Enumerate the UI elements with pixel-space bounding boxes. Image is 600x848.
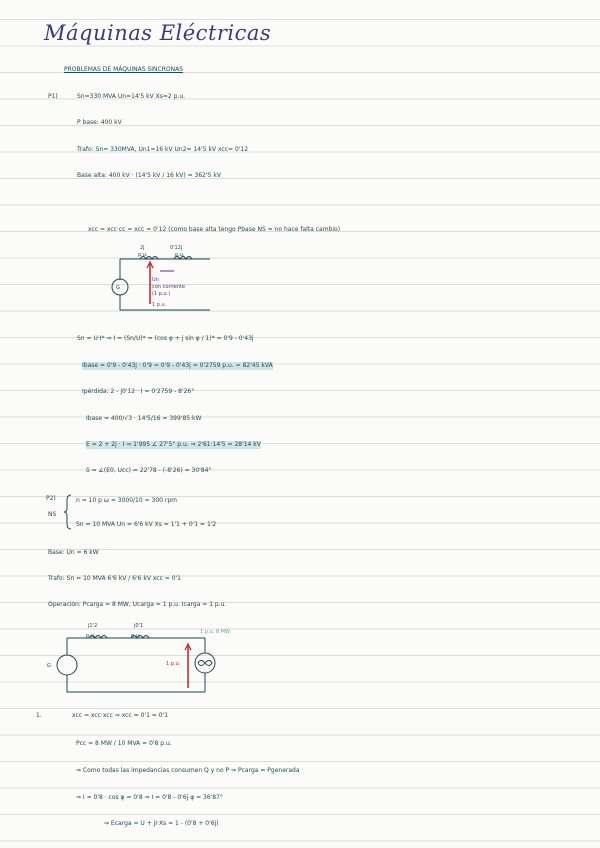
problem-2-operation: Operación: Pcarga = 8 MW, Ucarga = 1 p.u. Icarga = 1 p.u. xyxy=(48,601,227,608)
problem-2-specs: Sn = 10 MVA Un = 6'6 kV Xs = 1'1 + 0'1 = 1'2 xyxy=(76,521,217,528)
part-1-line-2: Pcc = 8 MW / 10 MVA = 0'8 p.u. xyxy=(76,740,172,747)
problem-2-base: Base: Un = 6 kW xyxy=(48,549,99,556)
problem-1-number: P1) xyxy=(48,93,58,100)
circuit-1-xs-label: 2j xyxy=(140,245,145,251)
p1-line-6: δ = ∠(E0, Ucc) = 22'78 - (-8'26) = 30'84° xyxy=(86,467,212,474)
p1-line-3: Ipérdida: 2 - j0'12 · I = 0'2759 - 8'26° xyxy=(82,388,195,395)
problem-2-brace xyxy=(64,494,72,530)
section-subtitle: PROBLEMAS DE MÁQUINAS SINCRONAS xyxy=(64,66,183,73)
problem-1-xcc-note: xcc = xcc·cc = xcc = 0'12 (como base alta tengo Pbase NS = no hace falta cambio) xyxy=(88,226,341,233)
circuit-2-load-label: 1 p.u. 8 MW xyxy=(200,629,230,635)
circuit-2-generator-label: G xyxy=(47,663,51,669)
circuit-2-xs-label: j1'2 xyxy=(88,623,98,629)
circuit-2-xcc-unit: p.u. xyxy=(131,633,141,639)
p1-line-4: Ibase = 400/√3 · 14'5/16 = 399'85 kW xyxy=(86,415,202,422)
circuit-diagram-2 xyxy=(55,630,225,700)
p1-line-2: Ibase = 0'9 - 0'43j · 0'9 = 0'9 - 0'43j = 0'2759 p.u. = 82'45 kVA xyxy=(82,362,273,369)
p1-line-5: E = 2 + 2j · I ⇒ 1'995 ∠ 27'5° p.u. ⇒ 2'61·14'5 = 28'14 kV xyxy=(86,441,261,448)
page-title: Máquinas Eléctricas xyxy=(44,21,272,45)
problem-2-trafo: Trafo: Sn = 10 MVA 6'6 kV / 6'6 kV xcc = 0'1 xyxy=(48,575,181,582)
circuit-1-voltage-label: 1 p.u. xyxy=(152,302,167,308)
part-1-line-1: xcc = xcc·xcc ⇒ xcc = 0'1 = 0'1 xyxy=(72,712,169,719)
problem-1-base: P base: 400 kV xyxy=(77,119,122,126)
circuit-1-xcc-unit: p.u. xyxy=(175,252,185,258)
problem-1-trafo: Trafo: Sn= 330MVA, Un1=16 kV Un2= 14'5 kV xcc= 0'12 xyxy=(77,146,249,153)
part-1-line-3: ⇒ Como todas las impedancias consumen Q y no P ⇒ Pcarga = Pgenerada xyxy=(76,767,300,774)
problem-2-number: P2) xyxy=(46,495,56,502)
problem-1-base-high: Base alta: 400 kV · (14'5 kV / 16 kV) = 362'5 kV xyxy=(77,172,221,179)
part-1-line-5: ⇒ Ecarga = U + jI·Xs = 1 - (0'8 + 0'6j) xyxy=(104,820,219,827)
problem-2-speed: n = 10 p ω = 3000/10 = 300 rpm xyxy=(76,497,178,504)
circuit-1-generator-label: G xyxy=(116,285,120,291)
circuit-1-current-note: Un con corriente (1 p.u.) xyxy=(152,277,186,297)
circuit-2-xs-unit: p.u. xyxy=(86,633,96,639)
problem-2-ns-label: NS xyxy=(48,511,57,518)
p1-line-1: Sn = U·I* ⇒ I = (Sn/U)* = (cos φ + j sin φ / 1)* = 0'9 - 0'43j xyxy=(77,335,254,342)
circuit-1-xcc-label: 0'12j xyxy=(170,245,183,251)
circuit-2-xcc-label: j0'1 xyxy=(134,623,144,629)
part-1-number: 1. xyxy=(36,712,42,719)
part-1-line-4: ⇒ I = 0'8 · cos φ = 0'8 ⇒ I = 0'8 - 0'6j φ = 36'87° xyxy=(76,794,223,801)
circuit-2-voltage-label: 1 p.u. xyxy=(166,661,181,667)
problem-1-specs: Sn=330 MVA Un=14'5 kV Xs=2 p.u. xyxy=(77,93,186,100)
circuit-1-xs-unit: p.u. xyxy=(138,252,148,258)
